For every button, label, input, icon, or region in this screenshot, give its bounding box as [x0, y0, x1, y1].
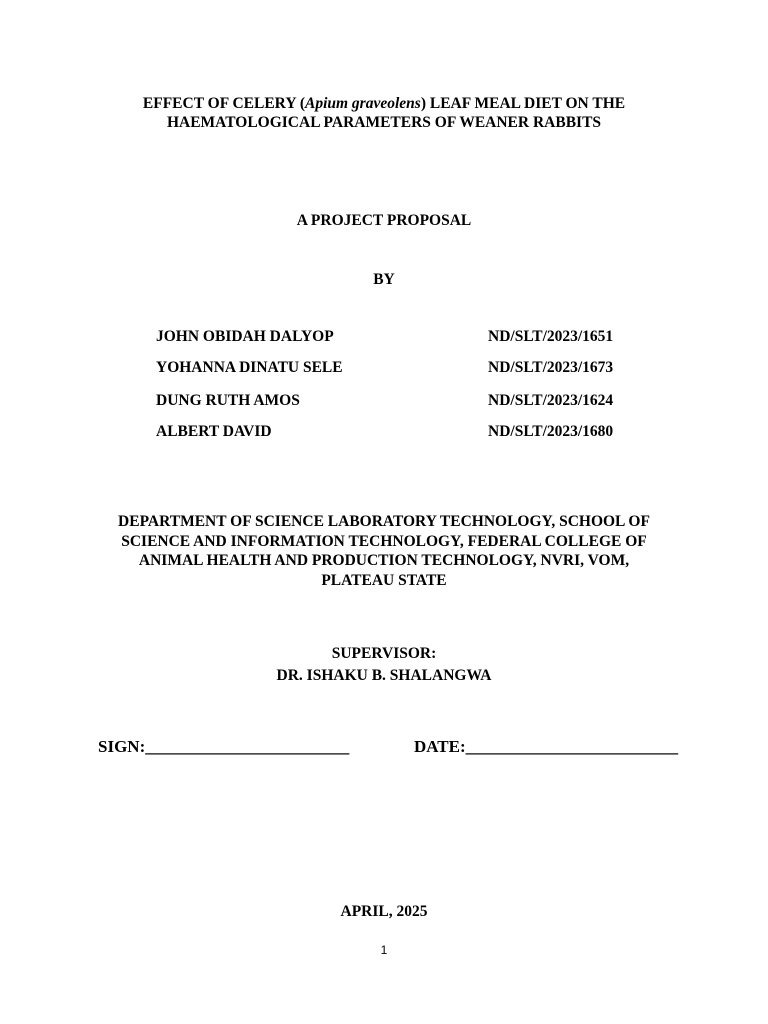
species-name: Apium graveolens	[304, 95, 421, 112]
student-name: DUNG RUTH AMOS	[156, 392, 300, 409]
student-reg-number: ND/SLT/2023/1651	[488, 328, 614, 345]
student-reg-number: ND/SLT/2023/1624	[488, 392, 614, 409]
student-row	[156, 358, 636, 378]
department-block	[90, 512, 678, 590]
department-line-4: PLATEAU STATE	[321, 571, 447, 589]
student-row	[156, 327, 636, 347]
title-prefix: EFFECT OF CELERY (	[142, 95, 305, 112]
page-number: 1	[380, 943, 388, 957]
submission-date: APRIL, 2025	[340, 903, 428, 920]
student-name: YOHANNA DINATU SELE	[156, 359, 343, 376]
student-row	[156, 422, 636, 442]
supervisor-name: DR. ISHAKU B. SHALANGWA	[276, 667, 492, 684]
supervisor-label: SUPERVISOR:	[331, 645, 437, 662]
student-reg-number: ND/SLT/2023/1680	[488, 423, 614, 440]
student-name: JOHN OBIDAH DALYOP	[156, 328, 334, 345]
department-line-2: SCIENCE AND INFORMATION TECHNOLOGY, FEDERAL COLLEGE OF	[121, 532, 647, 550]
sign-field: SIGN:________________________	[98, 737, 350, 756]
department-line-1: DEPARTMENT OF SCIENCE LABORATORY TECHNOLOGY, SCHOOL OF	[118, 513, 650, 530]
title-suffix: ) LEAF MEAL DIET ON THE	[420, 95, 626, 112]
department-line-3: ANIMAL HEALTH AND PRODUCTION TECHNOLOGY, NVRI, VOM,	[138, 552, 630, 569]
proposal-label: A PROJECT PROPOSAL	[296, 212, 472, 229]
student-name: ALBERT DAVID	[156, 423, 272, 440]
student-row	[156, 391, 636, 411]
title-line-2: HAEMATOLOGICAL PARAMETERS OF WEANER RABBITS	[166, 114, 602, 131]
date-field: DATE:_________________________	[414, 737, 679, 756]
title-line-1	[60, 94, 708, 113]
by-label: BY	[373, 271, 395, 288]
project-title	[60, 94, 708, 132]
student-reg-number: ND/SLT/2023/1673	[488, 359, 614, 376]
